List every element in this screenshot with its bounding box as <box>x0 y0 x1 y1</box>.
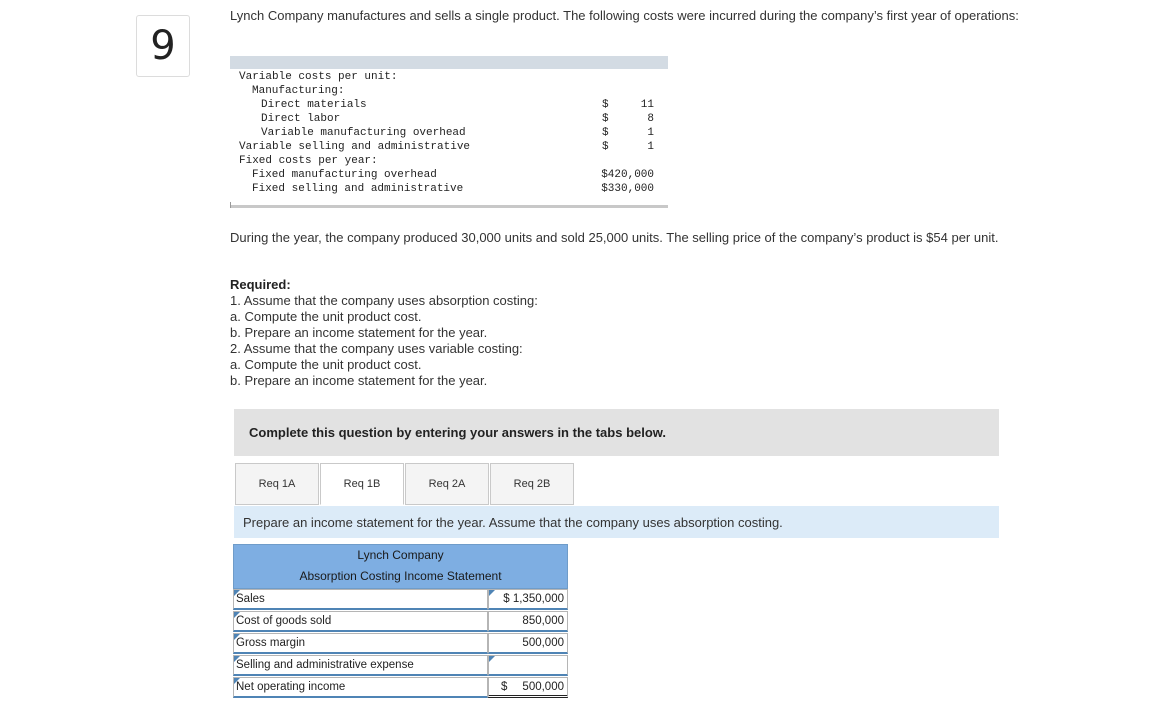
cost-row-label: Variable costs per unit: <box>239 71 398 83</box>
statement-row-label-text: Net operating income <box>236 681 346 693</box>
cost-row-dollar-sign: $ <box>602 127 609 139</box>
input-marker-icon <box>489 590 495 596</box>
statement-row <box>233 677 568 699</box>
statement-row-amount: 850,000 <box>522 615 564 627</box>
statement-row-amount-input[interactable] <box>488 655 568 676</box>
table-bottom-tick <box>230 202 231 208</box>
dropdown-marker-icon <box>234 612 240 618</box>
cost-row <box>230 112 668 126</box>
statement-title: Absorption Costing Income Statement <box>299 569 502 583</box>
cost-row-value: 1 <box>647 127 654 139</box>
required-section <box>230 277 830 389</box>
statement-row-amount: 500,000 <box>522 637 564 649</box>
required-line-4: 2. Assume that the company uses variable costing: <box>230 341 523 356</box>
cost-row-value: $420,000 <box>601 169 654 181</box>
cost-row <box>230 182 668 196</box>
cost-row <box>230 140 668 154</box>
cost-row-label: Fixed manufacturing overhead <box>252 169 437 181</box>
statement-row-label[interactable] <box>233 633 488 654</box>
income-statement <box>233 544 568 699</box>
cost-row <box>230 168 668 182</box>
required-line-6: b. Prepare an income statement for the year. <box>230 373 488 388</box>
tab-instruction: Prepare an income statement for the year. Assume that the company uses absorption costing. <box>234 506 999 538</box>
statement-row-label[interactable] <box>233 677 488 698</box>
statement-company-name: Lynch Company <box>357 548 444 562</box>
required-line-2: a. Compute the unit product cost. <box>230 309 422 324</box>
cost-row-dollar-sign: $ <box>602 99 609 111</box>
problem-intro: Lynch Company manufactures and sells a single product. The following costs were incurred during the company’s first year of operations: <box>230 8 1019 23</box>
statement-row-label-text: Gross margin <box>236 637 306 649</box>
table-top-bar <box>230 56 668 69</box>
statement-row-amount: 500,000 <box>522 681 564 693</box>
cost-row <box>230 154 668 168</box>
cost-row-dollar-sign: $ <box>602 141 609 153</box>
statement-row-label-text: Selling and administrative expense <box>236 659 414 671</box>
cost-row-dollar-sign: $ <box>602 113 609 125</box>
statement-dollar-sign-inline: $ <box>503 593 510 605</box>
cost-row <box>230 126 668 140</box>
required-line-5: a. Compute the unit product cost. <box>230 357 422 372</box>
statement-row-label-text: Sales <box>236 593 265 605</box>
statement-row-label[interactable] <box>233 611 488 632</box>
statement-row-amount-input[interactable] <box>488 633 568 654</box>
production-sales-paragraph: During the year, the company produced 30,000 units and sold 25,000 units. The selling price of the company’s product is $54 per unit. <box>230 230 999 245</box>
statement-row <box>233 589 568 611</box>
dropdown-marker-icon <box>234 634 240 640</box>
cost-row-label: Fixed costs per year: <box>239 155 378 167</box>
cost-row-value: 1 <box>647 141 654 153</box>
dropdown-marker-icon <box>234 590 240 596</box>
statement-row-label[interactable] <box>233 589 488 610</box>
cost-row-value: 8 <box>647 113 654 125</box>
statement-row-amount-input[interactable] <box>488 677 568 698</box>
cost-row <box>230 98 668 112</box>
statement-row-label-text: Cost of goods sold <box>236 615 332 627</box>
tab-req-1a[interactable]: Req 1A <box>235 463 319 505</box>
statement-row-amount-input[interactable] <box>488 611 568 632</box>
input-marker-icon <box>489 656 495 662</box>
tab-req-2b[interactable]: Req 2B <box>490 463 574 505</box>
cost-row-label: Direct materials <box>261 99 367 111</box>
cost-row-value: $330,000 <box>601 183 654 195</box>
statement-header <box>233 544 568 589</box>
dropdown-marker-icon <box>234 656 240 662</box>
required-line-3: b. Prepare an income statement for the year. <box>230 325 488 340</box>
cost-row <box>230 84 668 98</box>
cost-row-label: Fixed selling and administrative <box>252 183 464 195</box>
required-line-1: 1. Assume that the company uses absorption costing: <box>230 293 538 308</box>
dropdown-marker-icon <box>234 678 240 684</box>
statement-row <box>233 655 568 677</box>
statement-row <box>233 611 568 633</box>
required-heading: Required: <box>230 277 291 292</box>
cost-row-label: Variable selling and administrative <box>239 141 471 153</box>
statement-row-label[interactable] <box>233 655 488 676</box>
complete-question-banner: Complete this question by entering your answers in the tabs below. <box>234 409 999 456</box>
cost-row-value: 11 <box>640 99 654 111</box>
cost-row-label: Variable manufacturing overhead <box>261 127 466 139</box>
cost-row-label: Manufacturing: <box>252 85 345 97</box>
table-bottom-bar <box>230 205 668 208</box>
statement-row <box>233 633 568 655</box>
statement-row-amount: 1,350,000 <box>512 593 564 605</box>
cost-row-label: Direct labor <box>261 113 341 125</box>
question-number: 9 <box>136 15 190 77</box>
statement-dollar-sign: $ <box>501 681 508 693</box>
cost-row <box>230 70 668 84</box>
statement-row-amount-input[interactable] <box>488 589 568 610</box>
cost-data-table <box>230 56 668 208</box>
tab-req-2a[interactable]: Req 2A <box>405 463 489 505</box>
tab-req-1b[interactable]: Req 1B <box>320 463 404 505</box>
